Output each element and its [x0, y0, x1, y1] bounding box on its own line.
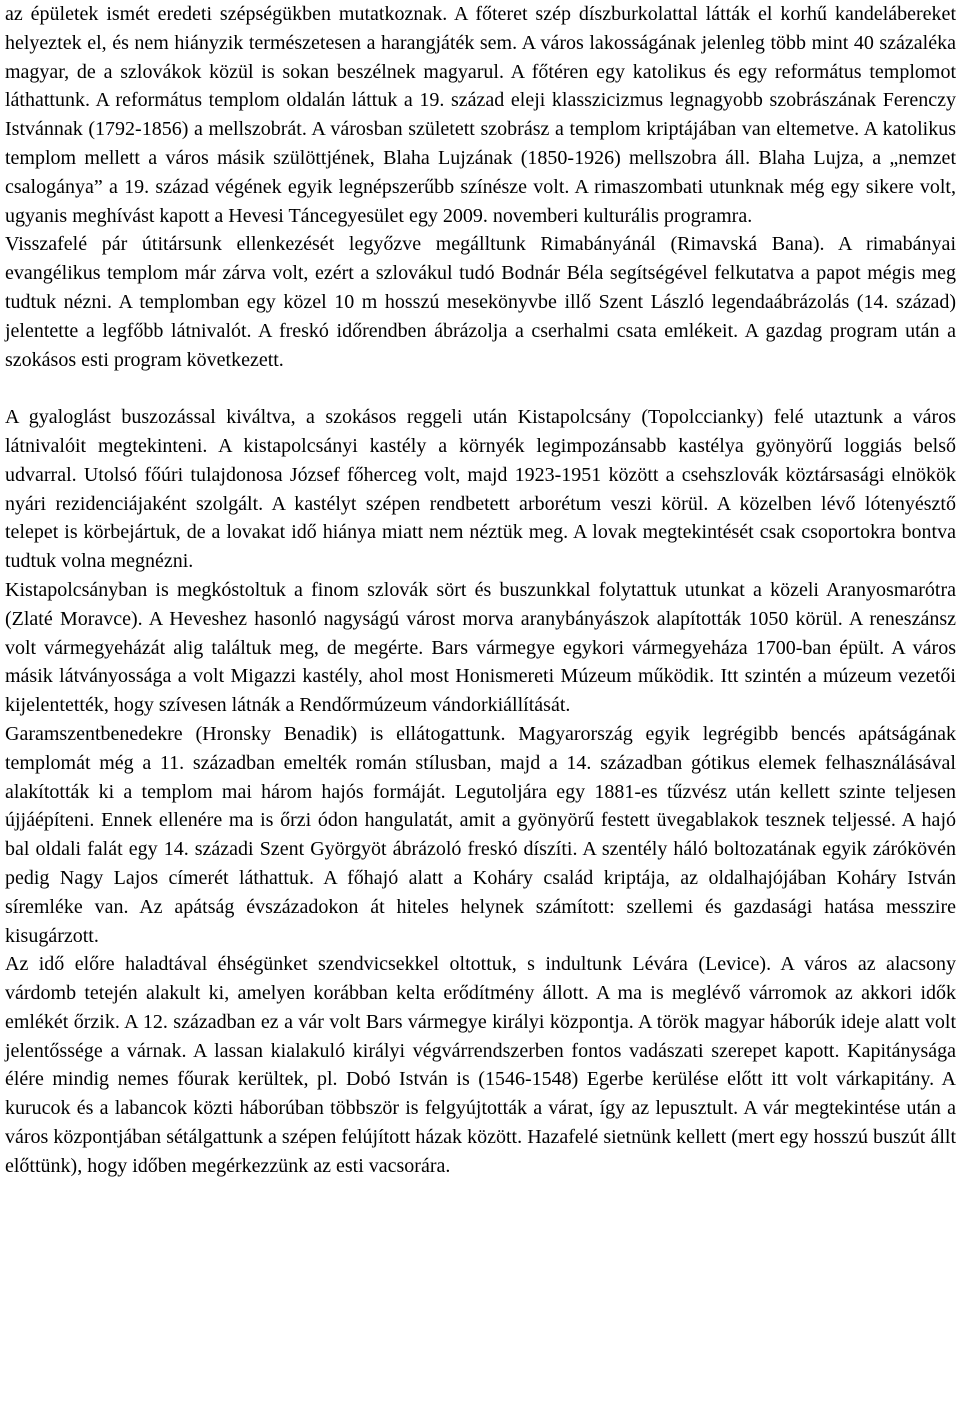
- paragraph-kistapolcsany: A gyaloglást buszozással kiváltva, a szokásos reggeli után Kistapolcsány (Topolccianky) felé utaztunk a város látnivalóit megtekinteni. A kistapolcsányi kastély a környék legimpozánsabb kastélya gyönyörű loggiás belső udvarral. Utolsó főúri tulajdonosa József főherceg volt, majd 1923-1951 között a csehszlovák köztársasági elnökök nyári rezidenciájaként szolgált. A kastélyt szépen rendbetett arborétum veszi körül. A közelben lévő lótenyésztő telepet is körbejártuk, de a lovakat idő hiánya miatt nem néztük meg. A lovak megtekintését csak csoportokra bontva tudtuk volna megnézni.: [5, 406, 956, 573]
- paragraph-rimabanya: Visszafelé pár útitársunk ellenkezését legyőzve megálltunk Rimabányánál (Rimavská Bana). A rimabányai evangélikus templom már zárva volt, ezért a szlovákul tudó Bodnár Béla segítségével felkutatva a papot mégis meg tudtuk nézni. A templomban egy közel 10 m hosszú mesekönyvbe illő Szent László legendaábrázolás (14. század) jelentette a legfőbb látnivalót. A freskó időrendben ábrázolja a cserhalmi csata emlékeit. A gazdag program után a szokásos esti program következett.: [5, 233, 956, 371]
- paragraph-leva: Az idő előre haladtával éhségünket szendvicsekkel oltottuk, s indultunk Lévára (Levice). A város az alacsony várdomb tetején alakult ki, amelyen korábban kelta erődítmény állott. A ma is meglévő várromok az akkori idők emlékét őrzik. A 12. században ez a vár volt Bars vármegye királyi központja. A török magyar háborúk ideje alatt volt jelentőssége a várnak. A lassan kialakuló királyi végvárrendszerben fontos vadászati szerepet kapott. Kapitánysága élére mindig nemes főurak kerültek, pl. Dobó István is (1546-1548) Egerbe kerülése előtt itt volt várkapitány. A kurucok és a labancok közti háborúban többször is felgyújtották a várat, így az lepusztult. A vár megtekintése után a város központjában sétálgattunk a szépen felújított házak között. Hazafelé sietnünk kellett (mert egy hosszú buszút állt előttünk), hogy időben megérkezzünk az esti vacsorára.: [5, 953, 956, 1177]
- paragraph-rimaszombat: az épületek ismét eredeti szépségükben mutatkoznak. A főteret szép díszburkolattal látták el korhű kandelábereket helyeztek el, és nem hiányzik természetesen a harangjáték sem. A város lakosságának jelenleg több mint 40 százaléka magyar, de a szlovákok közül is sokan beszélnek magyarul. A főtéren egy katolikus és egy református templomot láthattunk. A református templom oldalán láttuk a 19. század eleji klasszicizmus legnagyobb szobrászának Ferenczy Istvánnak (1792-1856) a mellszobrát. A városban született szobrász a templom kriptájában van eltemetve. A katolikus templom mellett a város másik szülöttjének, Blaha Lujzának (1850-1926) mellszobra áll. Blaha Lujza, a „nemzet csalogánya” a 19. század végének egyik legnépszerűbb színésze volt. A rimaszombati utunknak még egy sikere volt, ugyanis meghívást kapott a Hevesi Táncegyesület egy 2009. novemberi kulturális programra.: [5, 3, 956, 227]
- paragraph-aranyosmarot: Kistapolcsányban is megkóstoltuk a finom szlovák sört és buszunkkal folytattuk utunkat a közeli Aranyosmarótra (Zlaté Moravce). A Heveshez hasonló nagyságú várost morva aranybányászok alapították 1050 körül. A reneszánsz volt vármegyeházát alig találtuk meg, de megérte. Bars vármegye egykori vármegyeháza 1700-ban épült. A város másik látványossága a volt Migazzi kastély, ahol most Honismereti Múzeum működik. Itt szintén a múzeum vezetői kijelentették, hogy szívesen látnák a Rendőrmúzeum vándorkiállítását.: [5, 578, 956, 717]
- paragraph-gap: [5, 374, 956, 403]
- paragraph-garamszentbenedek: Garamszentbenedekre (Hronsky Benadik) is ellátogattunk. Magyarország egyik legrégibb bencés apátságának templomát még a 11. században emelték román stílusban, majd a 14. században gótikus elemek felhasználásával alakították ki a templom mai három hajós formáját. Legutoljára egy 1881-es tűzvész után kellett szinte teljesen újjáépíteni. Ennek ellenére ma is őrzi ódon hangulatát, amit a gyönyörű festett üvegablakok tesznek teljessé. A hajó bal oldali falát egy 14. századi Szent Györgyöt ábrázoló freskó díszíti. A szentély háló boltozatának egyik zárókövén pedig Nagy Lajos címerét láthattuk. A főhajó alatt a Koháry család kriptája, az oldalhajójában Koháry István síremléke van. Az apátság évszázadokon át hiteles helynek számított: szellemi és gazdasági hatása messzire kisugárzott.: [5, 722, 956, 947]
